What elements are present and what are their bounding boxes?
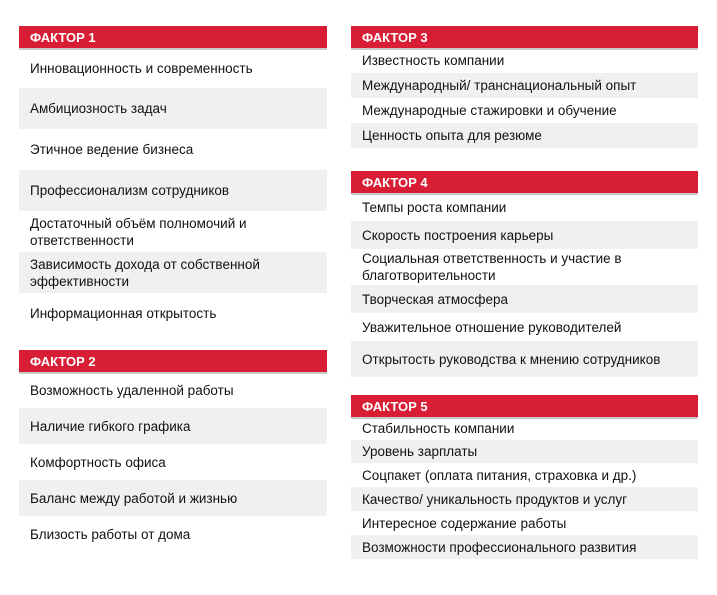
- list-item: Инновационность и современность: [30, 60, 253, 76]
- list-item: Стабильность компании: [362, 421, 515, 436]
- factor-5-block: [351, 395, 698, 559]
- list-item: Ценность опыта для резюме: [351, 123, 698, 148]
- list-item: Скорость построения карьеры: [351, 221, 698, 249]
- list-item: Международные стажировки и обучение: [362, 103, 617, 118]
- list-item: Близость работы от дома: [30, 526, 191, 542]
- list-item: Наличие гибкого графика: [19, 408, 327, 444]
- list-item: Международный/ транснациональный опыт: [351, 73, 698, 98]
- factor-2-title: ФАКТОР 2: [19, 350, 327, 372]
- list-item: Качество/ уникальность продуктов и услуг: [351, 487, 698, 511]
- factor-1-title: ФАКТОР 1: [19, 26, 327, 48]
- list-item: Этичное ведение бизнеса: [30, 142, 194, 157]
- factor-4-block: [351, 171, 698, 377]
- list-item: Соцпакет (оплата питания, страховка и др.): [362, 467, 637, 483]
- factor-1-block: [19, 26, 327, 334]
- list-item: Известность компании: [362, 53, 505, 68]
- list-item: Творческая атмосфера: [351, 285, 698, 313]
- list-item: Информационная открытость: [30, 306, 217, 321]
- list-item: Профессионализм сотрудников: [19, 170, 327, 211]
- list-item: Возможности профессионального развития: [351, 535, 698, 559]
- list-item: Амбициозность задач: [19, 88, 327, 129]
- list-item: Уважительное отношение руководителей: [362, 319, 622, 335]
- list-item: Зависимость дохода от собственной эффективности: [19, 252, 327, 293]
- list-item: Открытость руководства к мнению сотрудников: [351, 341, 698, 377]
- factor-4-title: ФАКТОР 4: [351, 171, 698, 193]
- list-item: Темпы роста компании: [362, 199, 507, 215]
- factor-2-block: [19, 350, 327, 552]
- list-item: Достаточный объём полномочий и ответственности: [30, 215, 247, 248]
- factor-5-title: ФАКТОР 5: [351, 395, 698, 417]
- list-item: Уровень зарплаты: [351, 440, 698, 463]
- list-item: Возможность удаленной работы: [30, 382, 234, 398]
- list-item: Баланс между работой и жизнью: [19, 480, 327, 516]
- list-item: Интересное содержание работы: [362, 515, 567, 531]
- factor-3-title: ФАКТОР 3: [351, 26, 698, 48]
- list-item: Комфортность офиса: [30, 454, 166, 470]
- factor-3-block: [351, 26, 698, 148]
- list-item: Социальная ответственность и участие в благотворительности: [362, 251, 622, 283]
